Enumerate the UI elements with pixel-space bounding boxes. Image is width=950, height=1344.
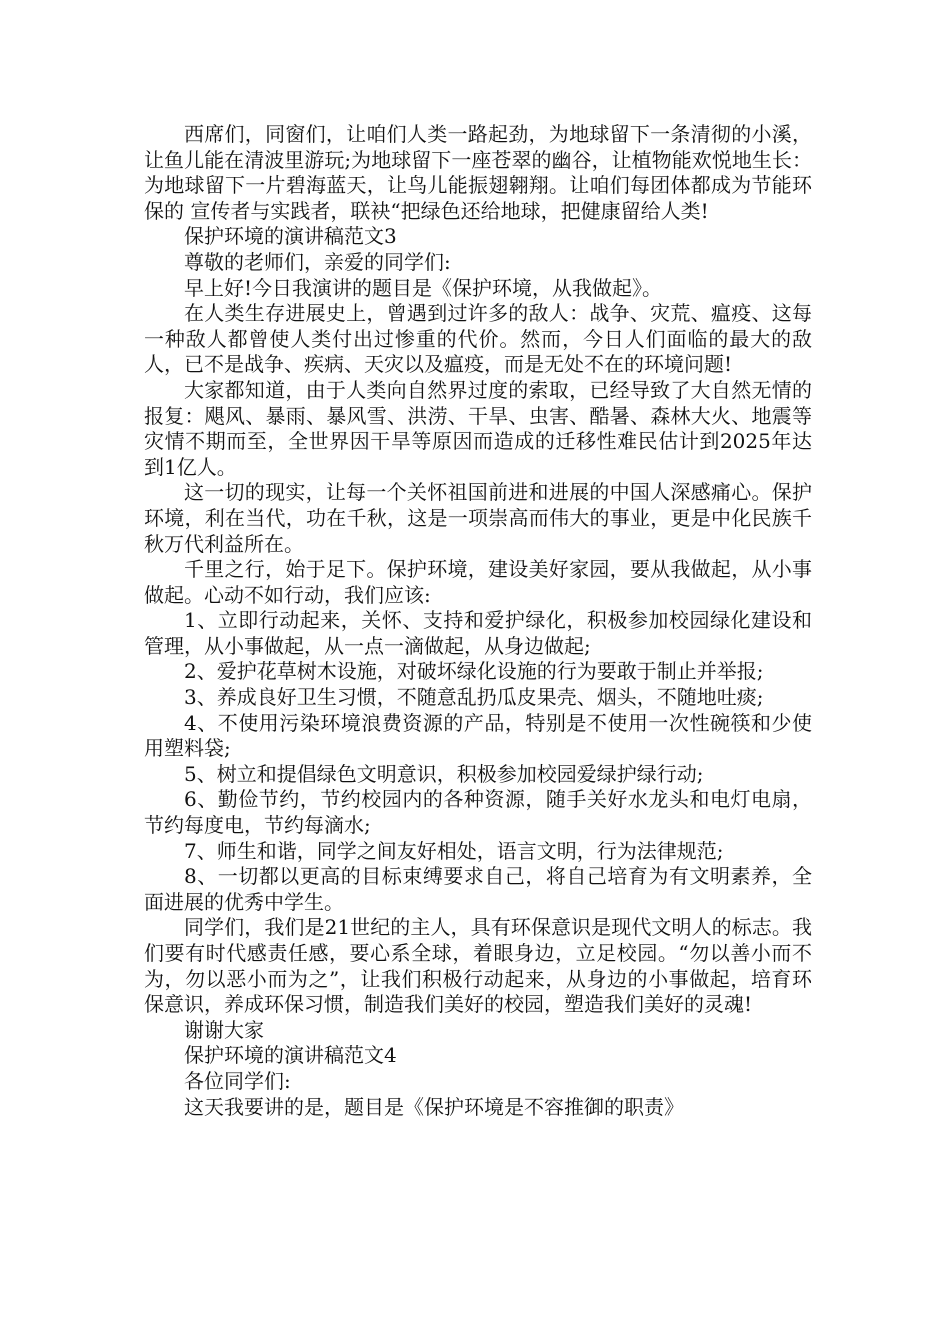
paragraph-action: 千里之行，始于足下。保护环境，建设美好家园，要从我做起，从小事做起。心动不如行动，我们应该:	[144, 557, 812, 607]
list-item-7: 7、师生和谐，同学之间友好相处，语言文明，行为法律规范;	[184, 838, 724, 863]
list-item-1: 1、立即行动起来，关怀、支持和爱护绿化，积极参加校园绿化建设和管理，从小事做起，从一点一滴做起，从身边做起;	[144, 608, 812, 658]
paragraph-closing-appeal: 西席们，同窗们，让咱们人类一路起劲，为地球留下一条清彻的小溪，让鱼儿能在清波里游玩;为地球留下一座苍翠的幽谷，让植物能欢悦地生长：为地球留下一片碧海蓝天，让鸟儿能振翅翱翔。让咱们每团体都成为节能环保的 宣传者与实践者，联袂“把绿色还给地球，把健康留给人类!	[144, 122, 812, 223]
list-item-4: 4、不使用污染环境浪费资源的产品，特别是不使用一次性碗筷和少使用塑料袋;	[144, 710, 812, 761]
paragraph-disasters: 大家都知道，由于人类向自然界过度的索取，已经导致了大自然无情的报复：飓风、暴雨、暴风雪、洪涝、干旱、虫害、酷暑、森林大火、地震等灾情不期而至，全世界因干旱等原因而造成的迁移性难民估计到2025年达到1亿人。	[144, 377, 812, 479]
speech-topic-2: 这天我要讲的是，题目是《保护环境是不容推御的职责》	[184, 1094, 684, 1119]
section-title-3: 保护环境的演讲稿范文3	[184, 224, 397, 249]
list-item-2: 2、爱护花草树木设施，对破坏绿化设施的行为要敢于制止并举报;	[184, 659, 764, 684]
paragraph-enemies: 在人类生存进展史上，曾遇到过许多的敌人：战争、灾荒、瘟疫、这每一种敌人都曾使人类付出过惨重的代价。然而，今日人们面临的最大的敌人，已不是战争、疾病、天灾以及瘟疫，而是无处不在的环境问题!	[144, 301, 812, 377]
list-item-5: 5、树立和提倡绿色文明意识，积极参加校园爱绿护绿行动;	[184, 761, 704, 786]
speech-topic: 早上好!今日我演讲的题目是《保护环境，从我做起》。	[184, 275, 663, 300]
salutation: 尊敬的老师们，亲爱的同学们:	[184, 249, 451, 274]
document-body	[144, 122, 812, 1120]
list-item-6: 6、勤俭节约，节约校园内的各种资源，随手关好水龙头和电灯电扇，节约每度电，节约每滴水;	[144, 787, 812, 838]
paragraph-reality: 这一切的现实，让每一个关怀祖国前进和进展的中国人深感痛心。保护环境，利在当代，功在千秋，这是一项崇高而伟大的事业，更是中化民族千秋万代利益所在。	[144, 480, 812, 556]
list-item-3: 3、养成良好卫生习惯，不随意乱扔瓜皮果壳、烟头，不随地吐痰;	[184, 685, 764, 710]
paragraph-conclusion: 同学们，我们是21世纪的主人，具有环保意识是现代文明人的标志。我们要有时代感责任感，要心系全球，着眼身边，立足校园。“勿以善小而不为，勿以恶小而为之”，让我们积极行动起来，从身边的小事做起，培育环保意识，养成环保习惯，制造我们美好的校园，塑造我们美好的灵魂!	[144, 915, 812, 1017]
list-item-8: 8、一切都以更高的目标束缚要求自己，将自己培育为有文明素养，全面进展的优秀中学生。	[144, 864, 812, 914]
section-title-4: 保护环境的演讲稿范文4	[184, 1043, 397, 1068]
thanks-line: 谢谢大家	[184, 1017, 264, 1042]
salutation-2: 各位同学们:	[184, 1068, 291, 1093]
